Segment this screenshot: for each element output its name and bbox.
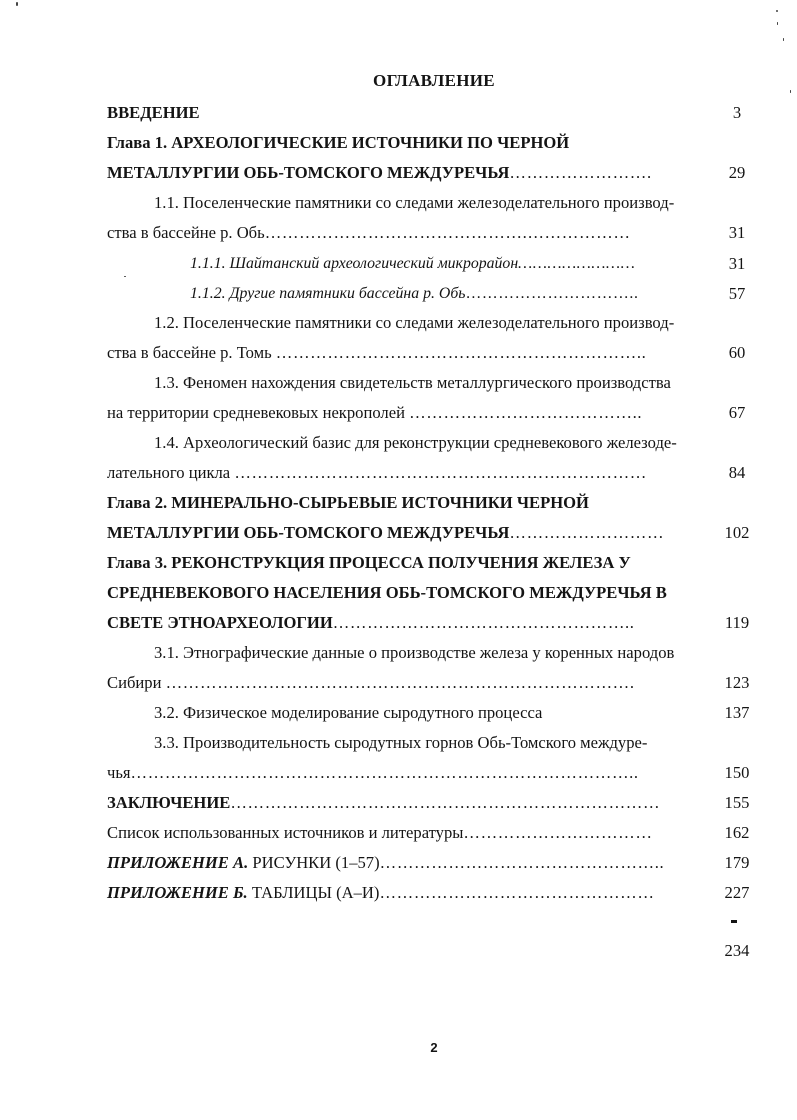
toc-entry-text: 1.2. Поселенческие памятники со следами железоделательного производ-	[154, 313, 675, 332]
leader-dots: ………………………………………………………………	[234, 463, 647, 482]
toc-page-number: 227	[724, 883, 750, 902]
toc-entry-3-2[interactable]	[154, 702, 542, 724]
chapter-label: Глава 2.	[107, 493, 168, 512]
leader-dots: ………………………………………………………..	[275, 343, 647, 362]
toc-entry-text: МЕТАЛЛУРГИИ ОБЬ-ТОМСКОГО МЕЖДУРЕЧЬЯ	[107, 163, 510, 182]
leader-dots: ……………………………………………………………………………..	[130, 763, 639, 782]
appendix-label: ПРИЛОЖЕНИЕ А.	[107, 853, 249, 872]
page-range-dash	[731, 920, 737, 923]
leader-dots: …………………………..	[465, 285, 639, 302]
toc-page-number: 29	[728, 163, 746, 182]
toc-entry-text: 3.2. Физическое моделирование сыродутного процесса	[154, 703, 543, 722]
scan-speck	[790, 90, 791, 93]
toc-page-number: 155	[724, 793, 750, 812]
toc-entry-conclusion[interactable]	[107, 792, 660, 814]
toc-entry-text: 1.3. Феномен нахождения свидетельств металлургического производства	[154, 373, 671, 392]
toc-entry-text: 1.1.2. Другие памятники бассейна р. Обь	[190, 285, 466, 302]
toc-page-number: 57	[728, 284, 746, 303]
leader-dots: …………………………………………..	[379, 853, 665, 872]
toc-entry-text: 1.4. Археологический базис для реконструкции средневекового железоде-	[154, 433, 677, 452]
toc-page-number: 150	[724, 763, 750, 782]
toc-entry-text: СВЕТЕ ЭТНОАРХЕОЛОГИИ	[107, 613, 333, 632]
toc-entry-appendix-a[interactable]	[107, 852, 664, 874]
toc-entry-text: ства в бассейне р. Томь	[107, 343, 272, 362]
toc-entry-text: СРЕДНЕВЕКОВОГО НАСЕЛЕНИЯ ОБЬ-ТОМСКОГО МЕЖДУРЕЧЬЯ В	[107, 583, 667, 602]
toc-page-number: 67	[728, 403, 746, 422]
appendix-label: ПРИЛОЖЕНИЕ Б.	[107, 883, 248, 902]
toc-entry-chapter-2[interactable]	[107, 492, 589, 514]
toc-entry-chapter-1-cont[interactable]	[107, 162, 652, 184]
toc-entry-text: 3.1. Этнографические данные о производстве железа у коренных народов	[154, 643, 675, 662]
toc-entry-3-1[interactable]	[154, 642, 674, 664]
toc-entry-intro[interactable]	[107, 102, 200, 124]
chapter-label: Глава 1.	[107, 133, 168, 152]
toc-page-number: 162	[724, 823, 750, 842]
toc-entry-bibliography[interactable]	[107, 822, 653, 844]
toc-entry-1-3[interactable]	[154, 372, 671, 394]
toc-entry-text: ства в бассейне р. Обь	[107, 223, 265, 242]
toc-entry-text: чья	[107, 763, 131, 782]
toc-entry-chapter-3-cont[interactable]	[107, 582, 667, 604]
toc-entry-text: Список использованных источников и литературы	[107, 823, 464, 842]
toc-page-number: 119	[724, 613, 750, 632]
toc-page-number: 179	[724, 853, 750, 872]
toc-entry-1-1[interactable]	[154, 192, 674, 214]
toc-page-number: 84	[728, 463, 746, 482]
toc-entry-chapter-2-cont[interactable]	[107, 522, 664, 544]
toc-entry-text: 1.1. Поселенческие памятники со следами железоделательного производ-	[154, 193, 675, 212]
leader-dots: ………………………	[509, 523, 665, 542]
toc-page-number: 3	[732, 103, 742, 122]
toc-entry-3-1-cont[interactable]	[107, 672, 635, 694]
chapter-label: Глава 3.	[107, 553, 168, 572]
toc-title: ОГЛАВЛЕНИЕ	[373, 71, 495, 90]
chapter-title: РЕКОНСТРУКЦИЯ ПРОЦЕССА ПОЛУЧЕНИЯ ЖЕЛЕЗА У	[167, 553, 631, 572]
scan-speck	[776, 10, 778, 12]
toc-page-number: 123	[724, 673, 750, 692]
toc-entry-1-1-2[interactable]	[190, 283, 639, 305]
toc-page-number: 60	[728, 343, 746, 362]
toc-entry-text: 1.1.1. Шайтанский археологический микрорайон	[190, 255, 519, 272]
leader-dots: ……………………	[518, 255, 636, 272]
toc-entry-text: ЗАКЛЮЧЕНИЕ	[107, 793, 231, 812]
appendix-title: ТАБЛИЦЫ (А–И)	[247, 883, 380, 902]
chapter-title: АРХЕОЛОГИЧЕСКИЕ ИСТОЧНИКИ ПО ЧЕРНОЙ	[167, 133, 570, 152]
leader-dots: ……………………………	[463, 823, 653, 842]
scan-speck	[777, 22, 778, 25]
toc-entry-1-4[interactable]	[154, 432, 677, 454]
toc-entry-1-2[interactable]	[154, 312, 674, 334]
toc-entry-1-1-1[interactable]	[190, 253, 635, 275]
scan-speck	[783, 38, 784, 41]
toc-entry-3-3-cont[interactable]	[107, 762, 639, 784]
appendix-title: РИСУНКИ (1–57)	[248, 853, 380, 872]
toc-entry-text: МЕТАЛЛУРГИИ ОБЬ-ТОМСКОГО МЕЖДУРЕЧЬЯ	[107, 523, 510, 542]
leader-dots: …………………………………..	[409, 403, 643, 422]
toc-entry-chapter-3-cont-2[interactable]	[107, 612, 635, 634]
scan-speck	[124, 276, 126, 277]
toc-entry-1-4-cont[interactable]	[107, 462, 647, 484]
toc-entry-1-2-cont[interactable]	[107, 342, 646, 364]
leader-dots: …………………………………………………………………	[230, 793, 661, 812]
leader-dots: …………………………………………	[379, 883, 655, 902]
toc-entry-3-3[interactable]	[154, 732, 647, 754]
toc-entry-text: Сибири	[107, 673, 162, 692]
toc-page-number: 31	[728, 223, 746, 242]
toc-page-number: 137	[724, 703, 750, 722]
toc-entry-text: на территории средневековых некрополей	[107, 403, 405, 422]
scan-speck	[16, 2, 18, 6]
leader-dots: ……………………………………………………………………….	[165, 673, 635, 692]
toc-entry-text: 3.3. Производительность сыродутных горнов Обь-Томского междуре-	[154, 733, 648, 752]
toc-entry-chapter-1[interactable]	[107, 132, 569, 154]
toc-entry-chapter-3[interactable]	[107, 552, 631, 574]
toc-page-number: 102	[724, 523, 750, 542]
leader-dots: …………………….	[509, 163, 652, 182]
toc-entry-text: ВВЕДЕНИЕ	[107, 103, 200, 122]
toc-entry-1-3-cont[interactable]	[107, 402, 642, 424]
toc-page-number: 31	[728, 254, 746, 273]
leader-dots: ……………………………………………..	[332, 613, 635, 632]
toc-page-range-end: 234	[724, 941, 750, 960]
leader-dots: ……………………………………….………………	[264, 223, 631, 242]
chapter-title: МИНЕРАЛЬНО-СЫРЬЕВЫЕ ИСТОЧНИКИ ЧЕРНОЙ	[167, 493, 589, 512]
toc-entry-text: лательного цикла	[107, 463, 231, 482]
toc-entry-1-1-cont[interactable]	[107, 222, 631, 244]
toc-entry-appendix-b[interactable]	[107, 882, 655, 904]
page-number-footer: 2	[430, 1040, 438, 1055]
